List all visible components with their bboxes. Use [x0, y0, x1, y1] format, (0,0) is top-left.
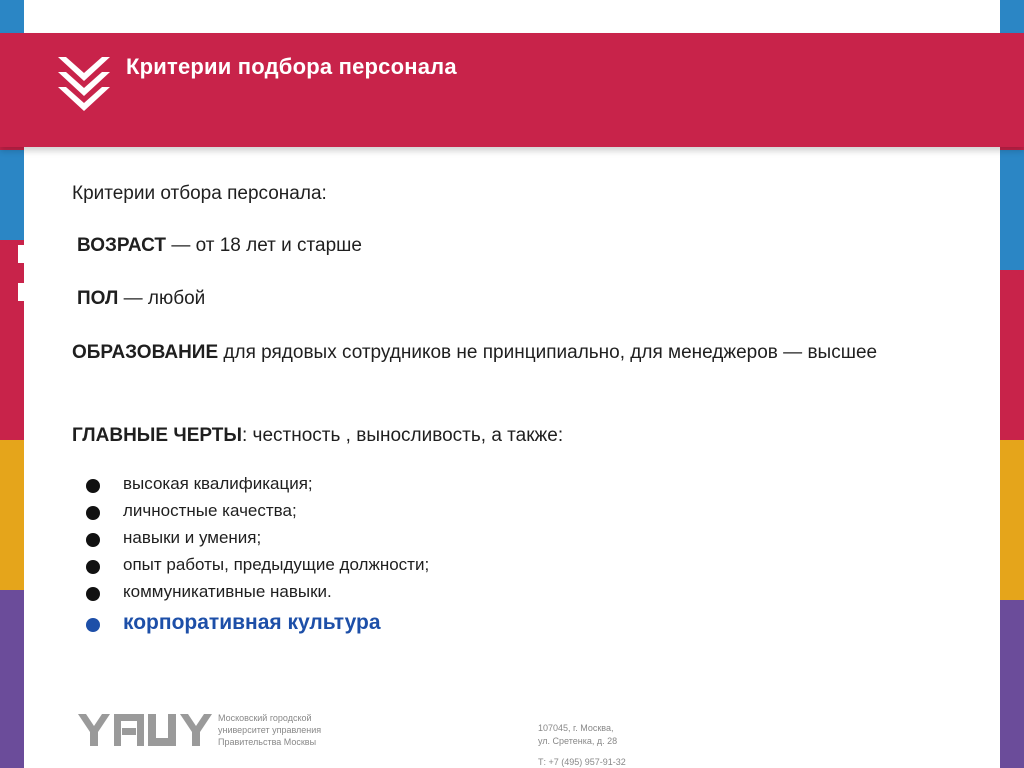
org-line: Правительства Москвы — [218, 737, 317, 747]
education-criterion — [72, 338, 912, 367]
list-item-text: личностные качества; — [123, 501, 297, 520]
traits-text: : честность , выносливость, а также: — [242, 425, 564, 446]
age-criterion — [77, 235, 362, 257]
bullet-icon — [86, 506, 100, 520]
org-line: университет управления — [218, 725, 322, 735]
page-title: Критерии подбора персонала — [126, 54, 457, 79]
list-item-text: опыт работы, предыдущие должности; — [123, 555, 430, 574]
list-item-text: высокая квалификация; — [123, 474, 313, 493]
org-line: Московский городской — [218, 713, 312, 723]
bullet-icon — [86, 533, 100, 547]
education-label: ОБРАЗОВАНИЕ — [72, 342, 219, 363]
university-name — [218, 712, 321, 748]
list-item-text: корпоративная культура — [123, 611, 381, 634]
chevron-logo-icon — [58, 57, 110, 112]
bullet-icon — [86, 479, 100, 493]
age-text: — от 18 лет и старше — [166, 235, 362, 256]
header-bar — [0, 33, 1024, 147]
list-item-text: навыки и умения; — [123, 528, 262, 547]
traits-criterion — [72, 425, 563, 447]
bullet-icon — [86, 587, 100, 601]
phone-number: Т: +7 (495) 957-91-32 — [538, 757, 626, 767]
gender-criterion — [77, 288, 205, 310]
bullet-icon — [86, 560, 100, 574]
address — [538, 722, 617, 748]
address-line: 107045, г. Москва, — [538, 723, 614, 733]
left-tab-marker — [18, 245, 26, 263]
left-tab-marker — [18, 283, 26, 301]
university-logo-icon — [78, 714, 212, 746]
gender-text: — любой — [118, 288, 206, 309]
address-line: ул. Сретенка, д. 28 — [538, 736, 618, 746]
education-text: для рядовых сотрудников не принципиально, для менеджеров — высшее — [218, 342, 878, 363]
bullet-icon — [86, 618, 100, 632]
age-label: ВОЗРАСТ — [77, 235, 167, 256]
intro-text: Критерии отбора персонала: — [72, 183, 327, 204]
gender-label: ПОЛ — [77, 288, 119, 309]
list-item-text: коммуникативные навыки. — [123, 582, 332, 601]
traits-label: ГЛАВНЫЕ ЧЕРТЫ — [72, 425, 242, 446]
